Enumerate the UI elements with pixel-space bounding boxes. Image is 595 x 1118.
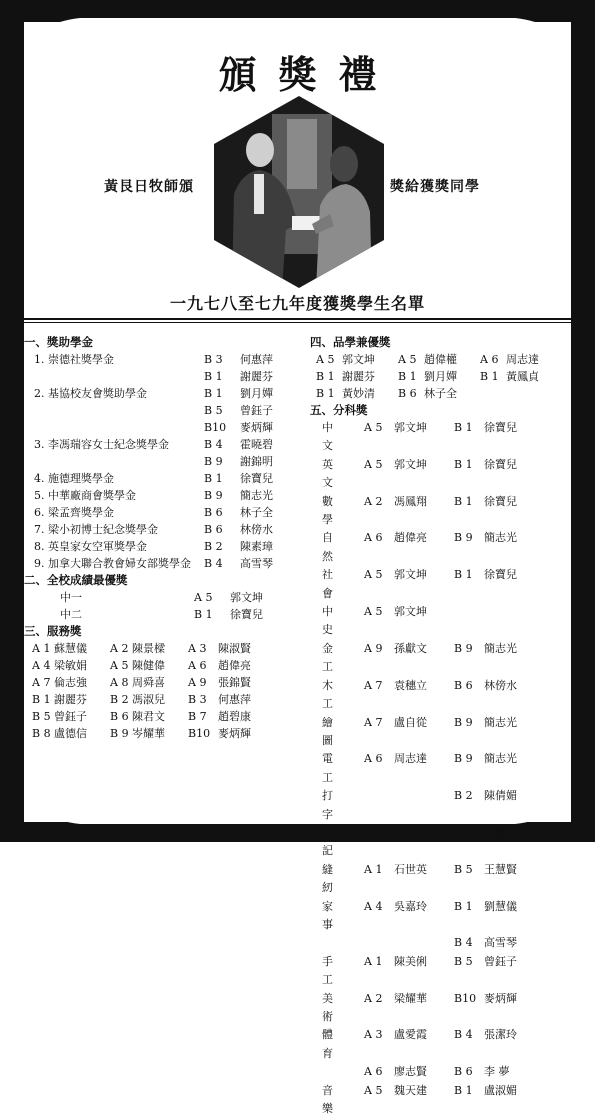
student-name: 吳嘉玲 <box>394 899 427 913</box>
student-class: B 6 <box>110 710 129 723</box>
student-class: B 6 <box>454 678 473 692</box>
student-name: 徐寶兒 <box>484 494 517 508</box>
spacer <box>310 1082 322 1118</box>
student-class: B 1 <box>204 370 223 383</box>
service-row <box>24 640 302 657</box>
spacer <box>310 861 322 898</box>
student-class: A 6 <box>188 659 207 672</box>
student-name: 岑耀華 <box>132 727 165 740</box>
student-name: 周志達 <box>506 353 539 366</box>
student-class <box>454 603 484 640</box>
subject-row <box>310 1063 572 1081</box>
student-name <box>394 934 454 952</box>
service-row <box>24 725 302 742</box>
subject-row <box>310 714 572 751</box>
student-class: A 7 <box>364 678 383 692</box>
student-class: B 9 <box>454 531 473 545</box>
student-name: 徐寶兒 <box>484 825 517 839</box>
student-class: A 5 <box>364 421 383 434</box>
student-name: 陳健偉 <box>132 659 165 672</box>
spacer <box>310 603 322 640</box>
student-class: B 1 <box>316 387 335 400</box>
student-name: 魏天建 <box>394 1083 427 1097</box>
subject-name: 家事 <box>322 899 347 931</box>
award-row <box>24 487 302 504</box>
student-class <box>364 934 394 952</box>
student-name: 馮鳳翔 <box>394 494 427 508</box>
student-class: A 5 <box>364 568 383 582</box>
page-title: 頒獎禮 <box>218 52 399 97</box>
spacer <box>310 1026 322 1063</box>
student-class: B 1 <box>454 421 473 434</box>
award-row <box>24 402 302 419</box>
subject-name <box>322 1063 364 1081</box>
award-name <box>34 368 204 385</box>
spacer <box>310 714 322 751</box>
student-class: A 6 <box>364 531 383 545</box>
student-name: 盧愛霞 <box>394 1028 427 1042</box>
award-photo <box>212 94 386 290</box>
divider-top <box>24 318 571 320</box>
student-name: 周志達 <box>394 752 427 766</box>
subject-row <box>310 990 572 1027</box>
student-name <box>484 603 544 640</box>
student-class: B 1 <box>32 693 51 706</box>
student-name: 郭文坤 <box>230 591 263 604</box>
student-class: B 5 <box>204 404 223 417</box>
student-class: B 1 <box>194 608 213 621</box>
student-name: 簡志光 <box>484 715 517 729</box>
student-class: B 2 <box>110 693 129 706</box>
award-name: 3. 李馮瑞容女士紀念獎學金 <box>34 438 169 451</box>
student-name: 簡志光 <box>484 531 517 545</box>
student-name: 徐寶兒 <box>240 472 273 485</box>
subject-name: 數學 <box>322 494 347 527</box>
student-class: B 1 <box>204 387 223 400</box>
service-row <box>24 674 302 691</box>
student-name <box>506 385 566 402</box>
student-name: 郭文坤 <box>394 568 427 582</box>
student-name: 趙偉亮 <box>218 659 251 672</box>
student-class <box>364 824 394 861</box>
student-name <box>394 824 454 861</box>
student-class: B 3 <box>188 693 207 706</box>
subject-name: 繪圖 <box>322 715 347 747</box>
subject-name: 縫紉 <box>322 862 347 895</box>
service-row <box>24 657 302 674</box>
student-class: A 7 <box>364 715 383 729</box>
student-class: B 4 <box>454 1028 473 1042</box>
student-class: A 3 <box>188 642 207 655</box>
award-row <box>24 589 302 606</box>
spacer <box>310 787 322 824</box>
student-class: B 1 <box>454 494 473 508</box>
spacer <box>310 493 322 530</box>
subject-name: 手工 <box>322 954 347 987</box>
student-class: A 5 <box>364 1083 383 1097</box>
student-name: 徐寶兒 <box>484 568 517 582</box>
student-class: A 9 <box>188 676 207 689</box>
spacer <box>310 456 322 493</box>
student-class: A 1 <box>364 862 383 876</box>
spacer <box>310 750 322 787</box>
student-name: 王慧賢 <box>484 862 517 876</box>
student-name: 簡志光 <box>240 489 273 502</box>
student-class: B 9 <box>454 752 473 766</box>
subject-name: 打字 <box>322 789 347 821</box>
student-class: B 1 <box>454 899 473 913</box>
list-title: 一九七八至七九年度獲獎學生名單 <box>169 294 425 313</box>
award-name: 5. 中華廠商會獎學金 <box>34 489 136 502</box>
award-row <box>24 453 302 470</box>
award-name: 2. 基協校友會獎助學金 <box>34 387 147 400</box>
student-name: 陳素璋 <box>240 540 273 553</box>
student-name: 陳君文 <box>132 710 165 723</box>
spacer <box>310 824 322 861</box>
subject-row <box>310 603 572 640</box>
student-class: B 7 <box>188 710 207 723</box>
form-level: 中一 <box>60 591 82 604</box>
student-name: 盧自從 <box>394 715 427 729</box>
student-class: B 6 <box>204 523 223 536</box>
award-row <box>24 606 302 623</box>
student-class: A 5 <box>398 353 417 366</box>
student-class: A 6 <box>480 353 499 366</box>
subject-name: 美術 <box>322 991 347 1023</box>
student-class: B 9 <box>454 641 473 655</box>
student-name: 徐寶兒 <box>484 421 517 434</box>
subject-row <box>310 640 572 677</box>
student-name: 石世英 <box>394 862 427 876</box>
subject-name: 自然 <box>322 531 347 563</box>
student-class: A 2 <box>364 991 383 1005</box>
subject-row <box>310 787 572 824</box>
student-name: 盧德信 <box>54 727 87 740</box>
student-class <box>364 787 394 824</box>
student-name: 張錦賢 <box>218 676 251 689</box>
award-row <box>24 504 302 521</box>
section-heading: 二、全校成績最優獎 <box>24 573 128 587</box>
student-name: 郭文坤 <box>394 605 427 619</box>
student-name: 郭文坤 <box>394 421 427 434</box>
student-class: B 1 <box>316 370 335 383</box>
student-name: 謝麗芬 <box>240 370 273 383</box>
spacer <box>310 953 322 990</box>
spacer <box>310 566 322 603</box>
student-class: A 2 <box>364 494 383 508</box>
subject-name: 中史 <box>322 605 347 637</box>
award-name: 9. 加拿大聯合教會婦女部獎學金 <box>34 557 191 570</box>
student-class: B 5 <box>454 954 473 968</box>
student-class: A 1 <box>364 954 383 968</box>
subject-row <box>310 456 572 493</box>
student-name: 趙偉權 <box>424 353 457 366</box>
student-name: 劉月嬋 <box>424 370 457 383</box>
subject-name: 金工 <box>322 641 347 674</box>
student-name: 謝麗芬 <box>342 370 375 383</box>
student-class: B 9 <box>204 489 223 502</box>
subject-row <box>310 529 572 566</box>
student-class: B 1 <box>480 370 499 383</box>
student-name: 倫志強 <box>54 676 87 689</box>
student-class: A 6 <box>364 752 383 766</box>
student-class: B 6 <box>454 1065 473 1079</box>
subject-name: 英文 <box>322 457 347 490</box>
service-row <box>24 691 302 708</box>
student-name: 麥炳輝 <box>240 421 273 434</box>
student-name: 陳淑賢 <box>218 642 251 655</box>
right-column <box>310 334 572 1118</box>
student-name: 麥炳輝 <box>218 727 251 740</box>
student-class: B 9 <box>110 727 129 740</box>
student-name: 陳倩媚 <box>484 789 517 803</box>
award-row <box>24 436 302 453</box>
subject-row <box>310 1026 572 1063</box>
section-heading: 一、獎助學金 <box>24 335 93 349</box>
student-class: A 4 <box>32 659 51 672</box>
student-name: 梁耀華 <box>394 991 427 1005</box>
student-class: A 1 <box>32 642 51 655</box>
student-name: 馮淑兒 <box>132 693 165 706</box>
subject-name: 體育 <box>322 1028 347 1060</box>
student-name: 高雪琴 <box>240 557 273 570</box>
student-class: B 5 <box>32 710 51 723</box>
student-name: 劉慧儀 <box>484 899 517 913</box>
student-name: 林子全 <box>424 387 457 400</box>
award-name: 7. 梁小初博士紀念獎學金 <box>34 523 158 536</box>
subject-name: 商記 <box>322 825 347 858</box>
student-name: 林傍水 <box>240 523 273 536</box>
student-class: B10 <box>188 727 211 740</box>
subject-name: 電工 <box>322 752 347 784</box>
student-name: 林傍水 <box>484 678 517 692</box>
student-class: B 1 <box>454 568 473 582</box>
student-name: 何惠萍 <box>218 693 251 706</box>
student-class: B10 <box>454 991 477 1005</box>
subject-row <box>310 1082 572 1118</box>
merit-row <box>310 385 572 402</box>
student-class: B 4 <box>204 438 223 451</box>
student-class: A 5 <box>194 591 213 604</box>
subject-row <box>310 419 572 456</box>
award-name: 4. 施德理獎學金 <box>34 472 114 485</box>
student-class: A 3 <box>364 1028 383 1042</box>
award-name: 6. 梁孟齊獎學金 <box>34 506 114 519</box>
student-name: 黃鳳貞 <box>506 370 539 383</box>
subject-name: 木工 <box>322 678 347 711</box>
student-class: B 5 <box>454 862 473 876</box>
student-name: 霍曉碧 <box>240 438 273 451</box>
student-class: B 1 <box>454 825 473 839</box>
student-class: B 4 <box>454 936 473 950</box>
student-class: B 2 <box>454 789 473 803</box>
student-class: A 8 <box>110 676 129 689</box>
award-row <box>24 470 302 487</box>
student-name: 盧淑媚 <box>484 1083 517 1097</box>
student-name: 簡志光 <box>484 752 517 766</box>
caption-right: 獎給獲獎同學 <box>390 179 480 195</box>
subject-name: 音樂 <box>322 1083 347 1116</box>
subject-row <box>310 750 572 787</box>
student-name: 孫獻文 <box>394 641 427 655</box>
subject-row <box>310 493 572 530</box>
student-name: 麥炳輝 <box>484 991 517 1005</box>
student-class: B 4 <box>204 557 223 570</box>
student-name: 李 夢 <box>484 1065 510 1079</box>
student-name: 趙碧康 <box>218 710 251 723</box>
student-name: 謝麗芬 <box>54 693 87 706</box>
student-class: A 7 <box>32 676 51 689</box>
spacer <box>310 529 322 566</box>
student-name: 廖志賢 <box>394 1065 427 1079</box>
student-name: 謝錦明 <box>240 455 273 468</box>
student-class: A 6 <box>364 1065 383 1079</box>
subject-row <box>310 898 572 935</box>
student-name: 袁穗立 <box>394 678 427 692</box>
merit-row <box>310 351 572 368</box>
spacer <box>310 677 322 714</box>
student-class: A 5 <box>110 659 129 672</box>
student-name: 周舜喜 <box>132 676 165 689</box>
student-name: 陳景樑 <box>132 642 165 655</box>
student-class: B 6 <box>398 387 417 400</box>
subject-name: 中文 <box>322 421 347 453</box>
student-name: 曾鈺子 <box>484 954 517 968</box>
student-class: B 1 <box>454 457 473 471</box>
student-name: 蘇慧儀 <box>54 642 87 655</box>
student-name: 黃妙清 <box>342 387 375 400</box>
divider-top-thin <box>24 322 571 323</box>
spacer <box>310 640 322 677</box>
section-heading: 五、分科獎 <box>310 403 368 417</box>
student-name: 梁敏娟 <box>54 659 87 672</box>
award-name <box>34 453 204 470</box>
spacer <box>310 990 322 1027</box>
student-name: 何惠萍 <box>240 353 273 366</box>
subject-row <box>310 861 572 898</box>
award-name <box>34 419 204 436</box>
award-row <box>24 419 302 436</box>
award-row <box>24 555 302 572</box>
service-row <box>24 708 302 725</box>
student-name: 趙偉亮 <box>394 531 427 545</box>
award-name: 1. 崇德社獎學金 <box>34 353 114 366</box>
caption-left: 黃艮日牧師頒 <box>104 179 194 195</box>
award-name: 8. 英皇家女空軍獎學金 <box>34 540 147 553</box>
student-name: 林子全 <box>240 506 273 519</box>
subject-row <box>310 824 572 861</box>
student-name: 徐寶兒 <box>484 457 517 471</box>
student-name: 徐寶兒 <box>230 608 263 621</box>
merit-row <box>310 368 572 385</box>
spacer <box>310 898 322 935</box>
award-row <box>24 538 302 555</box>
student-name: 郭文坤 <box>394 457 427 471</box>
form-level: 中二 <box>60 608 82 621</box>
left-column <box>24 334 302 742</box>
student-class: A 9 <box>364 641 383 655</box>
award-row <box>24 521 302 538</box>
section-heading: 三、服務獎 <box>24 624 82 638</box>
subject-name: 社會 <box>322 568 347 600</box>
spacer <box>310 419 322 456</box>
award-row <box>24 351 302 368</box>
student-name: 張潔玲 <box>484 1028 517 1042</box>
student-class: B 1 <box>454 1083 473 1097</box>
subject-row <box>310 566 572 603</box>
spacer <box>310 1063 322 1081</box>
student-class: A 2 <box>110 642 129 655</box>
award-row <box>24 385 302 402</box>
subject-row <box>310 953 572 990</box>
student-class: B 6 <box>204 506 223 519</box>
subject-row <box>310 677 572 714</box>
student-class: B 9 <box>454 715 473 729</box>
student-class: B 9 <box>204 455 223 468</box>
student-class: A 4 <box>364 899 383 913</box>
student-class: B 8 <box>32 727 51 740</box>
subject-name <box>322 934 364 952</box>
section-heading: 四、品學兼優獎 <box>310 335 391 349</box>
student-name: 簡志光 <box>484 641 517 655</box>
student-class: A 5 <box>316 353 335 366</box>
student-name: 劉月嬋 <box>240 387 273 400</box>
student-class: B 2 <box>204 540 223 553</box>
student-name: 郭文坤 <box>342 353 375 366</box>
spacer <box>310 934 322 952</box>
student-name: 曾鈺子 <box>240 404 273 417</box>
student-name <box>394 787 454 824</box>
student-class: B 1 <box>398 370 417 383</box>
student-name: 高雪琴 <box>484 936 517 950</box>
student-class <box>480 385 506 402</box>
student-class: B10 <box>204 421 227 434</box>
student-name: 曾鈺子 <box>54 710 87 723</box>
award-row <box>24 368 302 385</box>
student-class: B 1 <box>204 472 223 485</box>
student-class: A 5 <box>364 457 383 471</box>
award-name <box>34 402 204 419</box>
student-class: A 5 <box>364 605 383 619</box>
student-name: 陳美俐 <box>394 954 427 968</box>
student-class: B 3 <box>204 353 223 366</box>
subject-row <box>310 934 572 952</box>
